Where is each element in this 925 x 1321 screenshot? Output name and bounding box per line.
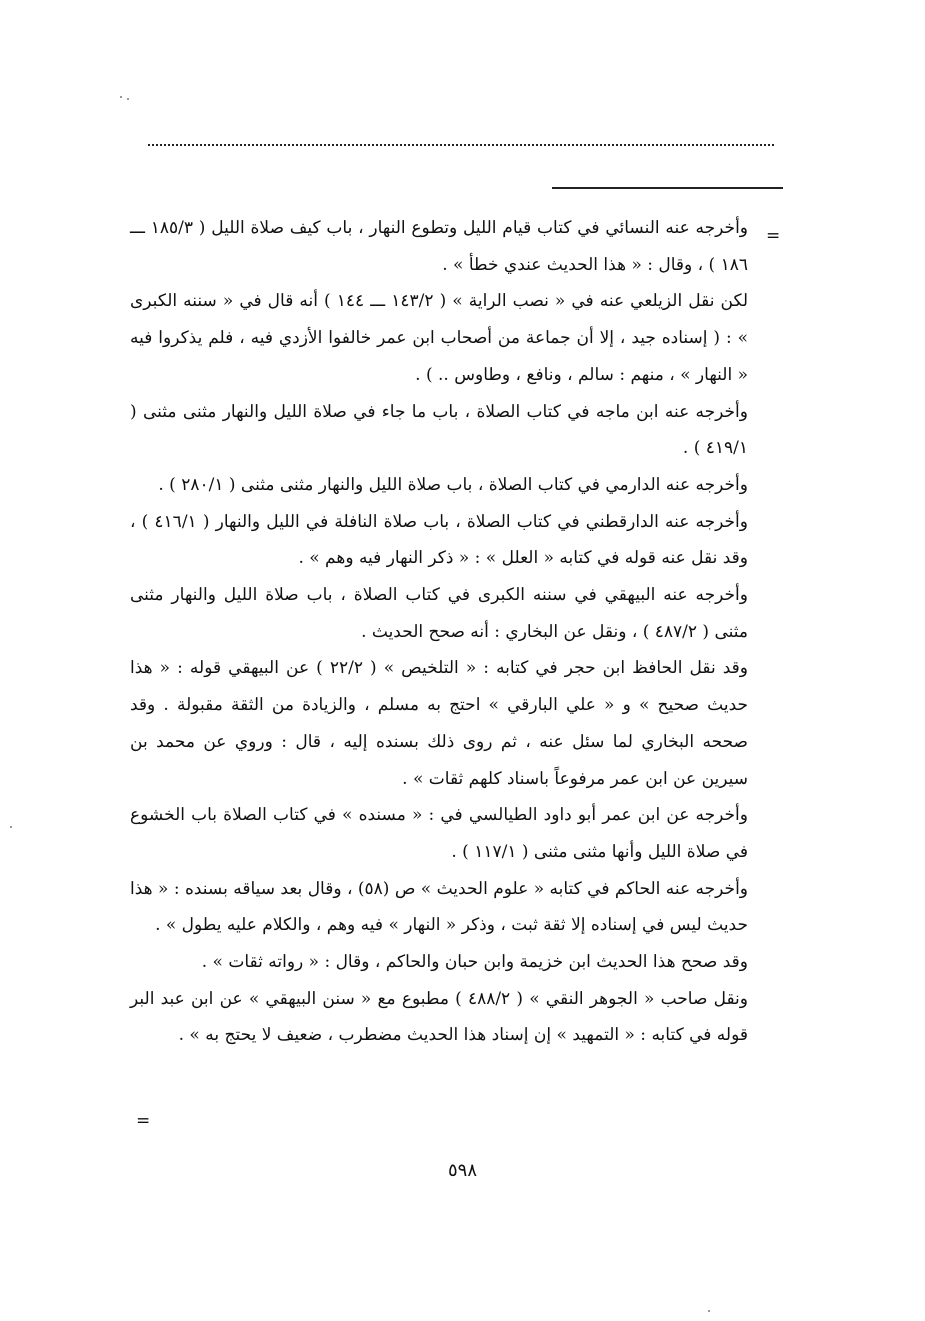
paragraph: لكن نقل الزيلعي عنه في « نصب الراية » ( ١٤٣/٢ ـــ ١٤٤ ) أنه قال في « سننه الكبرى » : ( إسناده جيد ، إلا أن جماعة من أصحاب ابن عمر خالفوا الأزدي فيه ، فلم يذكروا فيه « النهار » ، منهم : سالم ، ونافع ، وطاوس .. ) . <box>130 291 749 385</box>
paragraph: وأخرجه عنه الدارمي في كتاب الصلاة ، باب صلاة الليل والنهار مثنى مثنى ( ٢٨٠/١ ) . <box>158 474 748 495</box>
scan-speck <box>10 826 12 828</box>
footnote-body <box>130 210 748 1054</box>
footnote-rule <box>552 187 783 189</box>
paragraph: ونقل صاحب « الجوهر النقي » ( ٤٨٨/٢ ) مطبوع مع « سنن البيهقي » عن ابن عبد البر قوله في كتابه : « التمهيد » إن إسناد هذا الحديث مضطرب ، ضعيف لا يحتج به » . <box>130 988 748 1046</box>
continuation-mark-end: = <box>136 1111 151 1131</box>
paragraph: وقد صحح هذا الحديث ابن خزيمة وابن حبان والحاكم ، وقال : « رواته ثقات » . <box>201 952 748 973</box>
scan-speck <box>127 98 129 100</box>
paragraph: وأخرجه عن ابن عمر أبو داود الطيالسي في : « مسنده » في كتاب الصلاة باب الخشوع في صلاة الليل وأنها مثنى مثنى ( ١١٧/١ ) . <box>130 805 748 862</box>
scan-speck <box>708 1310 710 1312</box>
paragraph: وأخرجه عنه ابن ماجه في كتاب الصلاة ، باب ما جاء في صلاة الليل والنهار مثنى مثنى ( ٤١٩/١ ) . <box>130 401 748 459</box>
dotted-separator <box>148 144 774 146</box>
page-number: ٥٩٨ <box>447 1160 477 1181</box>
scan-speck <box>120 96 122 98</box>
paragraph: وقد نقل الحافظ ابن حجر في كتابه : « التلخيص » ( ٢٢/٢ ) عن البيهقي قوله : « هذا حديث صحيح » و « علي البارقي » احتج به مسلم ، والزيادة من الثقة مقبولة . وقد صححه البخاري لما سئل عنه ، ثم روى ذلك بسنده إليه ، قال : وروي عن محمد بن سيرين عن ابن عمر مرفوعاً باسناد كلهم ثقات » . <box>130 658 748 789</box>
paragraph: وأخرجه عنه البيهقي في سننه الكبرى في كتاب الصلاة ، باب صلاة الليل والنهار مثنى مثنى ( ٤٨٧/٢ ) ، ونقل عن البخاري : أنه صحح الحديث . <box>130 585 748 642</box>
paragraph: وأخرجه عنه الحاكم في كتابه « علوم الحديث » ص (٥٨) ، وقال بعد سياقه بسنده : « هذا حديث ليس في إسناده إلا ثقة ثبت ، وذكر « النهار » فيه وهم ، والكلام عليه يطول » . <box>130 878 749 936</box>
paragraph: وأخرجه عنه النسائي في كتاب قيام الليل وتطوع النهار ، باب كيف صلاة الليل ( ١٨٥/٣ ـــ ١٨٦ ) ، وقال : « هذا الحديث عندي خطأ » . <box>130 218 748 275</box>
continuation-mark-start: = <box>766 226 781 246</box>
paragraph: وأخرجه عنه الدارقطني في كتاب الصلاة ، باب صلاة النافلة في الليل والنهار ( ٤١٦/١ ) ، وقد نقل عنه قوله في كتابه « العلل » : « ذكر النهار فيه وهم » . <box>130 511 748 569</box>
